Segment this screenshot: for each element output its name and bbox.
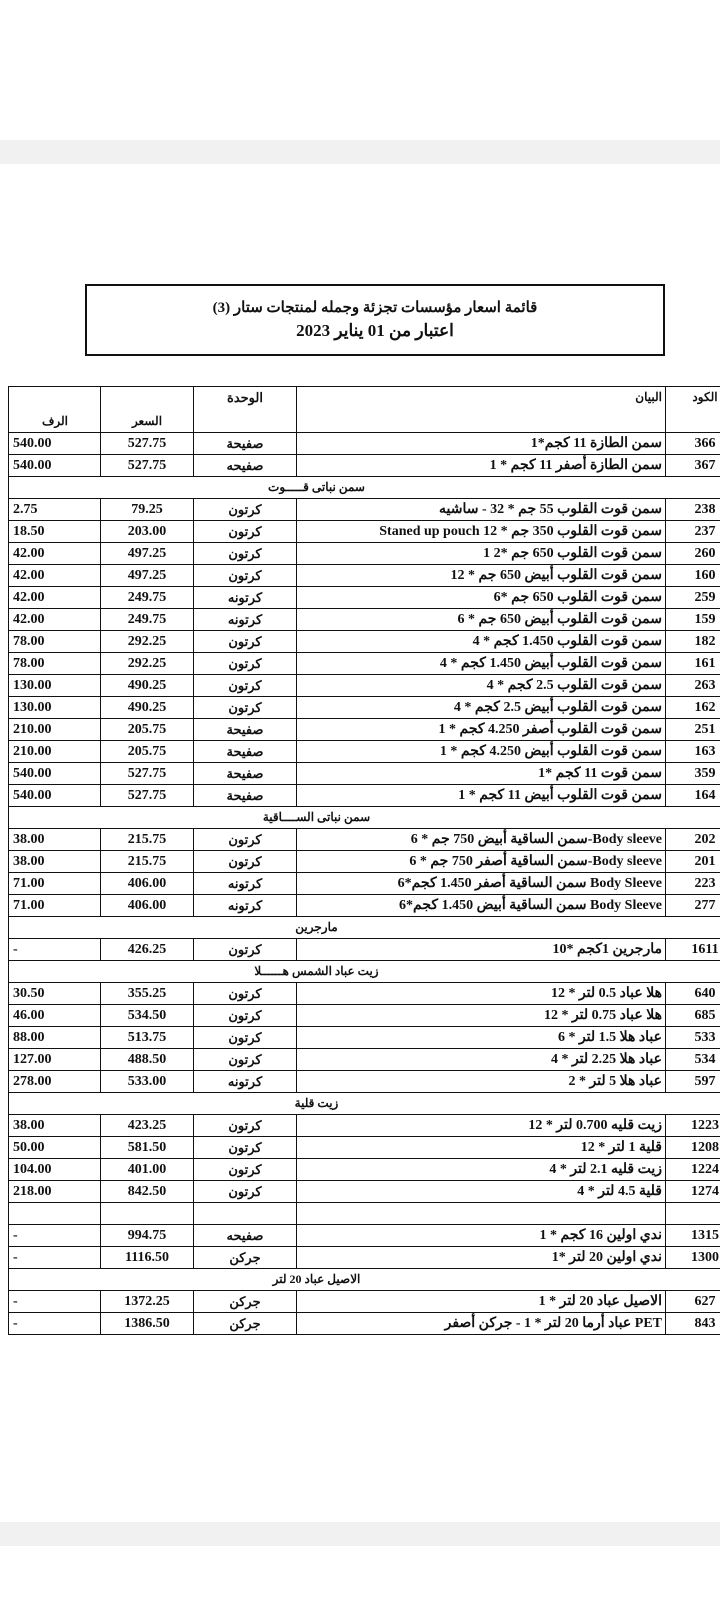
code-cell: 162 xyxy=(666,697,720,719)
unit-cell: كرتون xyxy=(194,565,297,587)
price-cell: 406.00 xyxy=(101,873,194,895)
shelf-price-cell: 38.00 xyxy=(9,1115,101,1137)
shelf-price-cell: 88.00 xyxy=(9,1027,101,1049)
description-cell: زيت قليه 0.700 لتر * 12 xyxy=(297,1115,666,1137)
description-cell: سمن قوت القلوب 2.5 كجم * 4 xyxy=(297,675,666,697)
price-cell: 423.25 xyxy=(101,1115,194,1137)
shelf-price-cell: 42.00 xyxy=(9,609,101,631)
table-row xyxy=(9,631,720,653)
empty-cell xyxy=(297,1203,666,1225)
description-cell: سمن قوت القلوب 55 جم * 32 - ساشيه xyxy=(297,499,666,521)
table-row xyxy=(9,1225,720,1247)
table-row xyxy=(9,565,720,587)
code-cell: 223 xyxy=(666,873,720,895)
code-cell: 277 xyxy=(666,895,720,917)
section-title: زيت قلية xyxy=(294,1096,339,1110)
price-cell: 497.25 xyxy=(101,543,194,565)
section-header-cell xyxy=(9,1269,720,1291)
shelf-price-cell: 38.00 xyxy=(9,829,101,851)
section-title: مارجرين xyxy=(295,920,338,934)
code-cell: 640 xyxy=(666,983,720,1005)
section-title: الاصيل عباد 20 لتر xyxy=(272,1272,361,1286)
code-cell: 202 xyxy=(666,829,720,851)
unit-cell: كرتون xyxy=(194,851,297,873)
table-row xyxy=(9,1071,720,1093)
description-cell: ندي اولين 16 كجم * 1 xyxy=(297,1225,666,1247)
section-header-row xyxy=(9,917,720,939)
description-cell: سمن قوت القلوب أبيض 4.250 كجم * 1 xyxy=(297,741,666,763)
code-cell: 1315 xyxy=(666,1225,720,1247)
code-cell: 534 xyxy=(666,1049,720,1071)
section-header-cell xyxy=(9,477,720,499)
section-header-row xyxy=(9,961,720,983)
unit-cell: كرتون xyxy=(194,499,297,521)
page-separator-top xyxy=(0,140,720,164)
price-cell: 1386.50 xyxy=(101,1313,194,1335)
description-cell: زيت قليه 2.1 لتر * 4 xyxy=(297,1159,666,1181)
unit-cell: جركن xyxy=(194,1313,297,1335)
description-cell: PET عباد أرما 20 لتر * 1 - جركن أصفر xyxy=(297,1313,666,1335)
description-cell: Body sleeve-سمن الساقية أصفر 750 جم * 6 xyxy=(297,851,666,873)
unit-cell: كرتون xyxy=(194,653,297,675)
description-cell: هلا عباد 0.75 لتر * 12 xyxy=(297,1005,666,1027)
shelf-price-cell: 210.00 xyxy=(9,719,101,741)
price-cell: 215.75 xyxy=(101,851,194,873)
description-cell: سمن قوت القلوب أبيض 2.5 كجم * 4 xyxy=(297,697,666,719)
unit-cell: كرتونه xyxy=(194,587,297,609)
table-row xyxy=(9,587,720,609)
code-cell: 597 xyxy=(666,1071,720,1093)
code-cell: 685 xyxy=(666,1005,720,1027)
shelf-price-cell: 46.00 xyxy=(9,1005,101,1027)
code-cell: 366 xyxy=(666,433,720,455)
unit-cell: كرتون xyxy=(194,939,297,961)
price-table-wrapper xyxy=(8,386,719,1335)
table-row xyxy=(9,543,720,565)
price-cell: 490.25 xyxy=(101,675,194,697)
code-cell: 260 xyxy=(666,543,720,565)
price-cell: 994.75 xyxy=(101,1225,194,1247)
document-title: قائمة اسعار مؤسسات تجزئة وجمله لمنتجات ستار (3) xyxy=(212,300,538,316)
price-cell: 79.25 xyxy=(101,499,194,521)
code-cell: 1300 xyxy=(666,1247,720,1269)
code-cell: 263 xyxy=(666,675,720,697)
table-row xyxy=(9,697,720,719)
code-cell: 251 xyxy=(666,719,720,741)
unit-cell: صفيحة xyxy=(194,741,297,763)
shelf-price-cell: 71.00 xyxy=(9,895,101,917)
unit-cell: كرتون xyxy=(194,1137,297,1159)
price-cell: 406.00 xyxy=(101,895,194,917)
section-header-cell xyxy=(9,807,720,829)
page-separator-bottom xyxy=(0,1522,720,1546)
code-cell: 359 xyxy=(666,763,720,785)
shelf-price-cell: 30.50 xyxy=(9,983,101,1005)
shelf-price-cell: 540.00 xyxy=(9,763,101,785)
unit-cell: صفيحة xyxy=(194,763,297,785)
price-cell: 426.25 xyxy=(101,939,194,961)
table-row xyxy=(9,873,720,895)
shelf-price-cell: 540.00 xyxy=(9,785,101,807)
section-header-row xyxy=(9,1093,720,1115)
price-cell: 533.00 xyxy=(101,1071,194,1093)
description-cell: هلا عباد 0.5 لتر * 12 xyxy=(297,983,666,1005)
section-header-row xyxy=(9,477,720,499)
table-row xyxy=(9,653,720,675)
description-cell: سمن قوت القلوب 1.450 كجم * 4 xyxy=(297,631,666,653)
table-row xyxy=(9,499,720,521)
price-cell: 249.75 xyxy=(101,609,194,631)
section-title: زيت عباد الشمس هــــــلا xyxy=(254,964,379,978)
shelf-price-cell: - xyxy=(9,939,101,961)
shelf-price-cell: 71.00 xyxy=(9,873,101,895)
price-cell: 215.75 xyxy=(101,829,194,851)
description-cell: سمن الطازة 11 كجم*1 xyxy=(297,433,666,455)
code-cell: 237 xyxy=(666,521,720,543)
code-cell: 238 xyxy=(666,499,720,521)
table-row xyxy=(9,455,720,477)
document-subtitle: اعتبار من 01 يناير 2023 xyxy=(296,321,454,340)
unit-cell: كرتون xyxy=(194,543,297,565)
unit-cell: كرتونه xyxy=(194,1071,297,1093)
header-price xyxy=(101,387,194,433)
table-header-row xyxy=(9,387,720,433)
section-title: سمن نباتى قـــــوت xyxy=(268,480,365,494)
section-header-row xyxy=(9,1269,720,1291)
empty-cell xyxy=(101,1203,194,1225)
unit-cell: صفيحة xyxy=(194,785,297,807)
unit-cell: كرتون xyxy=(194,1027,297,1049)
description-cell: سمن قوت القلوب 650 جم *6 xyxy=(297,587,666,609)
shelf-price-cell: 210.00 xyxy=(9,741,101,763)
shelf-price-cell: 104.00 xyxy=(9,1159,101,1181)
price-cell: 490.25 xyxy=(101,697,194,719)
table-row xyxy=(9,939,720,961)
unit-cell: كرتون xyxy=(194,1115,297,1137)
description-cell: سمن قوت القلوب أصفر 4.250 كجم * 1 xyxy=(297,719,666,741)
description-cell: Body sleeve-سمن الساقية أبيض 750 جم * 6 xyxy=(297,829,666,851)
table-row xyxy=(9,521,720,543)
price-cell: 527.75 xyxy=(101,785,194,807)
unit-cell: جركن xyxy=(194,1247,297,1269)
shelf-price-cell: 78.00 xyxy=(9,653,101,675)
section-header-cell xyxy=(9,917,720,939)
description-cell: مارجرين 1كجم *10 xyxy=(297,939,666,961)
top-blank-area xyxy=(0,0,720,140)
unit-cell: كرتونه xyxy=(194,895,297,917)
code-cell: 1223 xyxy=(666,1115,720,1137)
table-row xyxy=(9,1181,720,1203)
code-cell: 163 xyxy=(666,741,720,763)
unit-cell: صفيحه xyxy=(194,1225,297,1247)
unit-cell: كرتونه xyxy=(194,609,297,631)
description-cell: سمن قوت القلوب أبيض 650 جم * 12 xyxy=(297,565,666,587)
description-cell: عباد هلا 2.25 لتر * 4 xyxy=(297,1049,666,1071)
table-row xyxy=(9,1049,720,1071)
shelf-price-cell: 42.00 xyxy=(9,543,101,565)
description-cell: سمن قوت القلوب 650 جم *2 1 xyxy=(297,543,666,565)
table-row xyxy=(9,1159,720,1181)
description-cell: Body Sleeve سمن الساقية أبيض 1.450 كجم*6 xyxy=(297,895,666,917)
price-cell: 527.75 xyxy=(101,455,194,477)
code-cell: 627 xyxy=(666,1291,720,1313)
table-row xyxy=(9,1313,720,1335)
unit-cell: كرتون xyxy=(194,1181,297,1203)
shelf-price-cell: 130.00 xyxy=(9,697,101,719)
shelf-price-cell: 540.00 xyxy=(9,433,101,455)
shelf-price-cell: - xyxy=(9,1313,101,1335)
code-cell: 160 xyxy=(666,565,720,587)
price-cell: 581.50 xyxy=(101,1137,194,1159)
shelf-price-cell: 18.50 xyxy=(9,521,101,543)
price-cell: 527.75 xyxy=(101,433,194,455)
code-cell: 367 xyxy=(666,455,720,477)
price-cell: 1372.25 xyxy=(101,1291,194,1313)
table-row xyxy=(9,895,720,917)
description-cell: سمن قوت 11 كجم *1 xyxy=(297,763,666,785)
header-code: الكود xyxy=(666,387,720,433)
code-cell: 161 xyxy=(666,653,720,675)
table-row xyxy=(9,609,720,631)
shelf-price-cell: 42.00 xyxy=(9,587,101,609)
shelf-price-cell: 130.00 xyxy=(9,675,101,697)
shelf-price-cell: - xyxy=(9,1291,101,1313)
unit-cell: كرتون xyxy=(194,1049,297,1071)
shelf-price-cell: 78.00 xyxy=(9,631,101,653)
table-row xyxy=(9,1291,720,1313)
description-cell: سمن قوت القلوب أبيض 11 كجم * 1 xyxy=(297,785,666,807)
unit-cell: كرتون xyxy=(194,1005,297,1027)
code-cell: 201 xyxy=(666,851,720,873)
price-cell: 355.25 xyxy=(101,983,194,1005)
code-cell: 533 xyxy=(666,1027,720,1049)
table-row xyxy=(9,741,720,763)
description-cell: عباد هلا 5 لتر * 2 xyxy=(297,1071,666,1093)
shelf-price-cell: 127.00 xyxy=(9,1049,101,1071)
section-header-cell xyxy=(9,1093,720,1115)
code-cell: 1208 xyxy=(666,1137,720,1159)
price-cell: 1116.50 xyxy=(101,1247,194,1269)
price-table xyxy=(8,386,720,1335)
unit-cell: كرتون xyxy=(194,1159,297,1181)
description-cell: الاصيل عباد 20 لتر * 1 xyxy=(297,1291,666,1313)
price-cell: 249.75 xyxy=(101,587,194,609)
price-cell: 534.50 xyxy=(101,1005,194,1027)
table-row xyxy=(9,675,720,697)
table-row xyxy=(9,829,720,851)
code-cell: 164 xyxy=(666,785,720,807)
table-row xyxy=(9,763,720,785)
header-shelf xyxy=(9,387,101,433)
table-body xyxy=(9,433,720,1335)
shelf-price-cell: 218.00 xyxy=(9,1181,101,1203)
price-cell: 513.75 xyxy=(101,1027,194,1049)
table-row xyxy=(9,1247,720,1269)
section-header-cell xyxy=(9,961,720,983)
price-cell: 527.75 xyxy=(101,763,194,785)
price-cell: 401.00 xyxy=(101,1159,194,1181)
code-cell: 259 xyxy=(666,587,720,609)
table-row xyxy=(9,719,720,741)
description-cell: قلية 4.5 لتر * 4 xyxy=(297,1181,666,1203)
shelf-price-cell: - xyxy=(9,1225,101,1247)
shelf-price-cell: - xyxy=(9,1247,101,1269)
code-cell: 1274 xyxy=(666,1181,720,1203)
table-row xyxy=(9,433,720,455)
code-cell: 159 xyxy=(666,609,720,631)
shelf-price-cell: 42.00 xyxy=(9,565,101,587)
empty-cell xyxy=(194,1203,297,1225)
unit-cell: جركن xyxy=(194,1291,297,1313)
price-cell: 203.00 xyxy=(101,521,194,543)
description-cell: سمن قوت القلوب أبيض 650 جم * 6 xyxy=(297,609,666,631)
unit-cell: كرتون xyxy=(194,675,297,697)
shelf-price-cell: 540.00 xyxy=(9,455,101,477)
unit-cell: كرتون xyxy=(194,697,297,719)
section-header-row xyxy=(9,807,720,829)
bottom-blank-area xyxy=(0,1546,720,1600)
unit-cell: صفيحه xyxy=(194,455,297,477)
description-cell: عباد هلا 1.5 لتر * 6 xyxy=(297,1027,666,1049)
unit-cell: كرتون xyxy=(194,829,297,851)
price-cell: 205.75 xyxy=(101,741,194,763)
table-row xyxy=(9,983,720,1005)
unit-cell: كرتون xyxy=(194,983,297,1005)
price-cell: 497.25 xyxy=(101,565,194,587)
section-title: سمن نباتى الســــاقية xyxy=(262,810,371,824)
code-cell: 1611 xyxy=(666,939,720,961)
shelf-price-cell: 50.00 xyxy=(9,1137,101,1159)
description-cell: Body Sleeve سمن الساقية أصفر 1.450 كجم*6 xyxy=(297,873,666,895)
title-box xyxy=(85,284,665,356)
shelf-price-cell: 2.75 xyxy=(9,499,101,521)
code-cell: 1224 xyxy=(666,1159,720,1181)
shelf-price-cell: 38.00 xyxy=(9,851,101,873)
shelf-price-cell: 278.00 xyxy=(9,1071,101,1093)
price-cell: 205.75 xyxy=(101,719,194,741)
header-description: البيان xyxy=(297,387,666,433)
description-cell: سمن قوت القلوب 350 جم * 12 Staned up pouch xyxy=(297,521,666,543)
unit-cell: صفيحة xyxy=(194,433,297,455)
price-cell: 292.25 xyxy=(101,653,194,675)
empty-cell xyxy=(666,1203,720,1225)
code-cell: 182 xyxy=(666,631,720,653)
table-row xyxy=(9,1115,720,1137)
description-cell: ندي اولين 20 لتر *1 xyxy=(297,1247,666,1269)
description-cell: سمن قوت القلوب أبيض 1.450 كجم * 4 xyxy=(297,653,666,675)
code-cell: 843 xyxy=(666,1313,720,1335)
price-cell: 842.50 xyxy=(101,1181,194,1203)
blank-row xyxy=(9,1203,720,1225)
price-cell: 488.50 xyxy=(101,1049,194,1071)
price-cell: 292.25 xyxy=(101,631,194,653)
unit-cell: كرتون xyxy=(194,521,297,543)
header-price-label: السعر xyxy=(131,414,163,428)
description-cell: سمن الطازة أصفر 11 كجم * 1 xyxy=(297,455,666,477)
table-row xyxy=(9,1027,720,1049)
unit-cell: صفيحة xyxy=(194,719,297,741)
table-row xyxy=(9,851,720,873)
header-unit: الوحدة xyxy=(194,387,297,433)
header-shelf-label: الرف xyxy=(41,414,69,428)
unit-cell: كرتون xyxy=(194,631,297,653)
table-row xyxy=(9,1137,720,1159)
unit-cell: كرتونه xyxy=(194,873,297,895)
table-row xyxy=(9,1005,720,1027)
empty-cell xyxy=(9,1203,101,1225)
table-row xyxy=(9,785,720,807)
description-cell: قلية 1 لتر * 12 xyxy=(297,1137,666,1159)
